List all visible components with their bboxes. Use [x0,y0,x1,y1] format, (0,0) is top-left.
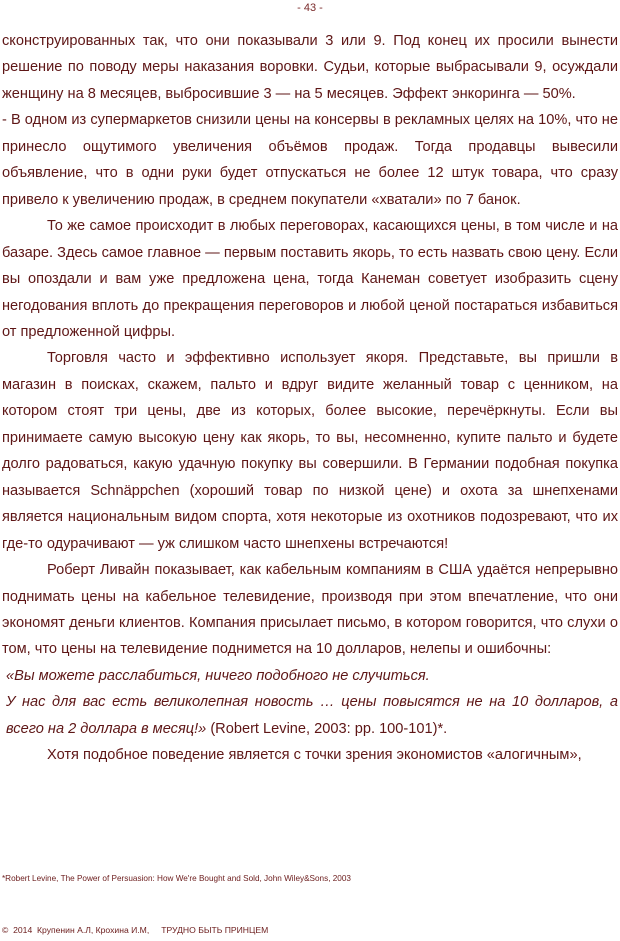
footer-book-title: ТРУДНО БЫТЬ ПРИНЦЕМ [161,925,269,935]
page-number: - 43 - [297,2,323,14]
paragraph-trade-anchors: Торговля часто и эффективно использует якоря. Представьте, вы пришли в магазин в поисках, скажем, пальто и вдруг видите желанный товар с ценником, на котором стоят три цены, две из которых, более высокие, перечёркнуты. Если вы принимаете самую высокую цену как якорь, то вы, несомненно, купите пальто и будете долго радоваться, какую удачную покупку вы совершили. В Германии подобная покупка называется Schnäppchen (хороший товар по низкой цене) и охота за шнепхенами является национальным видом спорта, хотя некоторые из охотников подозревают, что их где-то одурачивают — уж слишком часто шнепхены встречаются! [2,350,618,552]
quote-text-1: «Вы можете расслабиться, ничего подобного не случиться. [6,667,430,684]
paragraph-economists: Хотя подобное поведение является с точки зрения экономистов «алогичным», [47,747,582,764]
quote-line-1 [2,663,618,689]
paragraph-negotiations: То же самое происходит в любых переговорах, касающихся цены, в том числе и на базаре. Здесь самое главное — первым поставить якорь, то есть назвать свою цену. Если вы опоздали и вам уже предложена цена, тогда Канеман советует изобразить сцену негодования вплоть до прекращения переговоров и любой ценой постараться избавиться от предложенной цифры. [2,218,618,340]
quote-text-2: У нас для вас есть великолепная новость … цены повысятся не на 10 долларов, а всего на 2 доллара в месяц!» [6,694,618,737]
paragraph-anchoring-experiment: сконструированных так, что они показывали 3 или 9. Под конец их просили вынести решение по поводу меры наказания воровки. Судьи, которые выбрасывали 9, осуждали женщину на 8 месяцев, выбросившие 3 — на 5 месяцев. Эффект энкоринга — 50%. [2,33,618,102]
footer-copyright: © 2014 Крупенин А.Л, Крохина И.М, [2,925,150,935]
body-text [2,28,618,769]
quote-line-2 [2,689,618,742]
paragraph-cable-companies: Роберт Ливайн показывает, как кабельным компаниям в США удаётся непрерывно поднимать цены на кабельное телевидение, производя при этом впечатление, что они экономят деньги клиентов. Компания присылает письмо, в котором говорится, что слухи о том, что цены на телевидение поднимется на 10 долларов, нелепы и ошибочны: [2,562,618,658]
page-footer [2,925,280,935]
paragraph-supermarket-example: - В одном из супермаркетов снизили цены на консервы в рекламных целях на 10%, что не принесло ощутимого увеличения объёмов продаж. Тогда продавцы вывесили объявление, что в одни руки будет отпускаться не более 12 штук товара, что сразу привело к увеличению продаж, в среднем покупатели «хватали» по 7 банок. [2,112,618,208]
quote-reference: (Robert Levine, 2003: pp. 100-101)*. [206,720,448,737]
footnote: *Robert Levine, The Power of Persuasion: How We're Bought and Sold, John Wiley&Sons, 2003 [2,874,351,883]
